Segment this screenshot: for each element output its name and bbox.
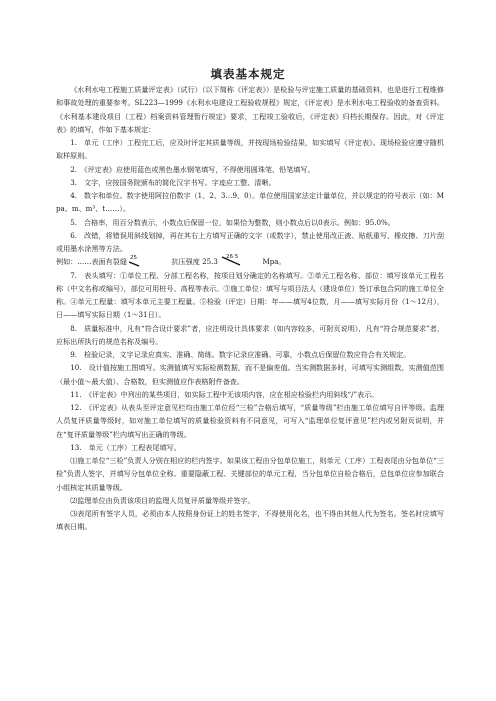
rule-2: 2. 《评定表》应使用蓝色或黑色墨水钢笔填写，不得使用圆珠笔、铅笔填写。 — [70, 164, 315, 174]
struck-text-1: 25 — [130, 255, 138, 262]
struck-value-1 — [129, 256, 169, 266]
page-title: 填表基本规定 — [210, 67, 286, 81]
rule-6: 6. 改错，将错误用斜线划掉，再在其右上方填写正确的文字（或数字），禁止使用改正液、贴纸重写、橡皮擦、刀片刮或用墨水涂黑等方法。 — [56, 230, 444, 253]
rule-1: 1. 单元（工序）工程完工后，应及时评定其质量等级，并按现场检验结果，如实填写《评定表》。现场检验应遵守随机取样原则。 — [56, 138, 444, 161]
document-body — [56, 83, 444, 534]
strike-line-1 — [129, 262, 139, 266]
rule-9: 9. 检验记录，文字记录应真实、准确、简练。数字记录应准确、可靠，小数点后保留位数应符合有关规定。 — [70, 350, 411, 359]
struck-value-2 — [220, 256, 260, 266]
strike-mark-2 — [220, 253, 260, 267]
struck-text-2: 26.5 — [226, 254, 239, 261]
rule-10: 10. 设计值按施工图填写。实测值填写实际检测数据，而不是偏差值。当实测数据多时，可填写实测组数、实测值范围（最小值～最大值）、合格数，但实测值应作表格附件备查。 — [56, 363, 444, 386]
rule-5: 5. 合格率，用百分数表示，小数点后保留一位，如果恰为整数，则小数点后以0表示。例如：95.0%。 — [70, 217, 395, 227]
rule-13-1: ⑴施工单位“三检”负责人分别在相应的栏内签字。如果该工程由分包单位施工，则单元（工序）工程表尾由分包单位“三检”负责人签字，并填写分包单位全称。重要隐蔽工程、关键部位的单元工程，当分包单位自检合格后，总包单位应参加联合小组核定其质量等级。 — [56, 456, 444, 492]
rule-13-3: ⑶表尾所有签字人员，必须由本人按照身份证上的姓名签字，不得使用化名，也不得由其他人代为签名。签名时应填写填表日期。 — [56, 509, 444, 532]
rule-3: 3. 文字，应按国务院颁布的简化汉字书写。字迹应工整、清晰。 — [70, 177, 276, 187]
rule-7: 7. 表头填写：①单位工程、分部工程名称，按项目划分确定的名称填写。②单元工程名称、部位：填写该单元工程名称（中文名称或编号），部位可用桩号、高程等表示。③施工单位：填写与项目法人（建设单位）签订承包合同的施工单位全称。④单元工程量：填写本单元主要工程量。⑤检验（评定）日期：年——填写4位数，月——填写实际月份（1～12月），日——填写实际日期（1～31日）。 — [56, 270, 444, 320]
rule-11: 11. 《评定表》中列出的某些项目，如实际工程中无该项内容，应在相应检验栏内用斜线“/”表示。 — [70, 389, 379, 399]
example-suffix: Mpa。 — [262, 257, 286, 267]
strike-mark-1 — [129, 253, 169, 267]
example-middle: 抗压强度 25.3 — [171, 257, 218, 267]
rule-4: 4. 数字和单位。数字使用阿拉伯数字（1、2、3…9、0）。单位使用国家法定计量单位，并以规定的符号表示（如：Mpa、m、m³、t……）。 — [56, 191, 444, 214]
correction-example — [56, 255, 444, 268]
example-prefix: 例如：……表面有裂缝 — [56, 257, 127, 267]
intro-paragraph: 《水利水电工程施工质量评定表》（试行）（以下简称《评定表》）是检验与评定施工质量的基础资料，也是进行工程维修和事故处理的重要参考。SL223—1999《水利水电建设工程验收规程》规定，《评定表》是水利水电工程验收的备查资料。《水利基本建设项目（工程）档案资料管理暂行规定》要求，工程竣工验收后，《评定表》归档长期保存。因此，对《评定表》的填写，作如下基本规定： — [56, 85, 444, 134]
rule-13: 13. 单元（工序）工程表尾填写。 — [70, 442, 181, 452]
rule-8: 8. 质量标准中，凡有“符合设计要求”者，应注明设计具体要求（如内容较多，可附页说明），凡有“符合规范要求”者，应标出所执行的规范名称及编号。 — [56, 323, 444, 346]
rule-12: 12. 《评定表》从表头至评定意见栏均由施工单位经“三检”合格后填写，“质量等级”栏由施工单位填写自评等级。监理人员复评质量等级时，如对施工单位填写的质量检验资料有不同意见，可写入“监理单位复评意见”栏内或另附页说明，并在“复评质量等级”栏内填写出正确的等级。 — [56, 403, 444, 439]
rule-13-2: ⑵监理单位由负责该项目的监理人员复评质量等级并签字。 — [70, 495, 255, 505]
